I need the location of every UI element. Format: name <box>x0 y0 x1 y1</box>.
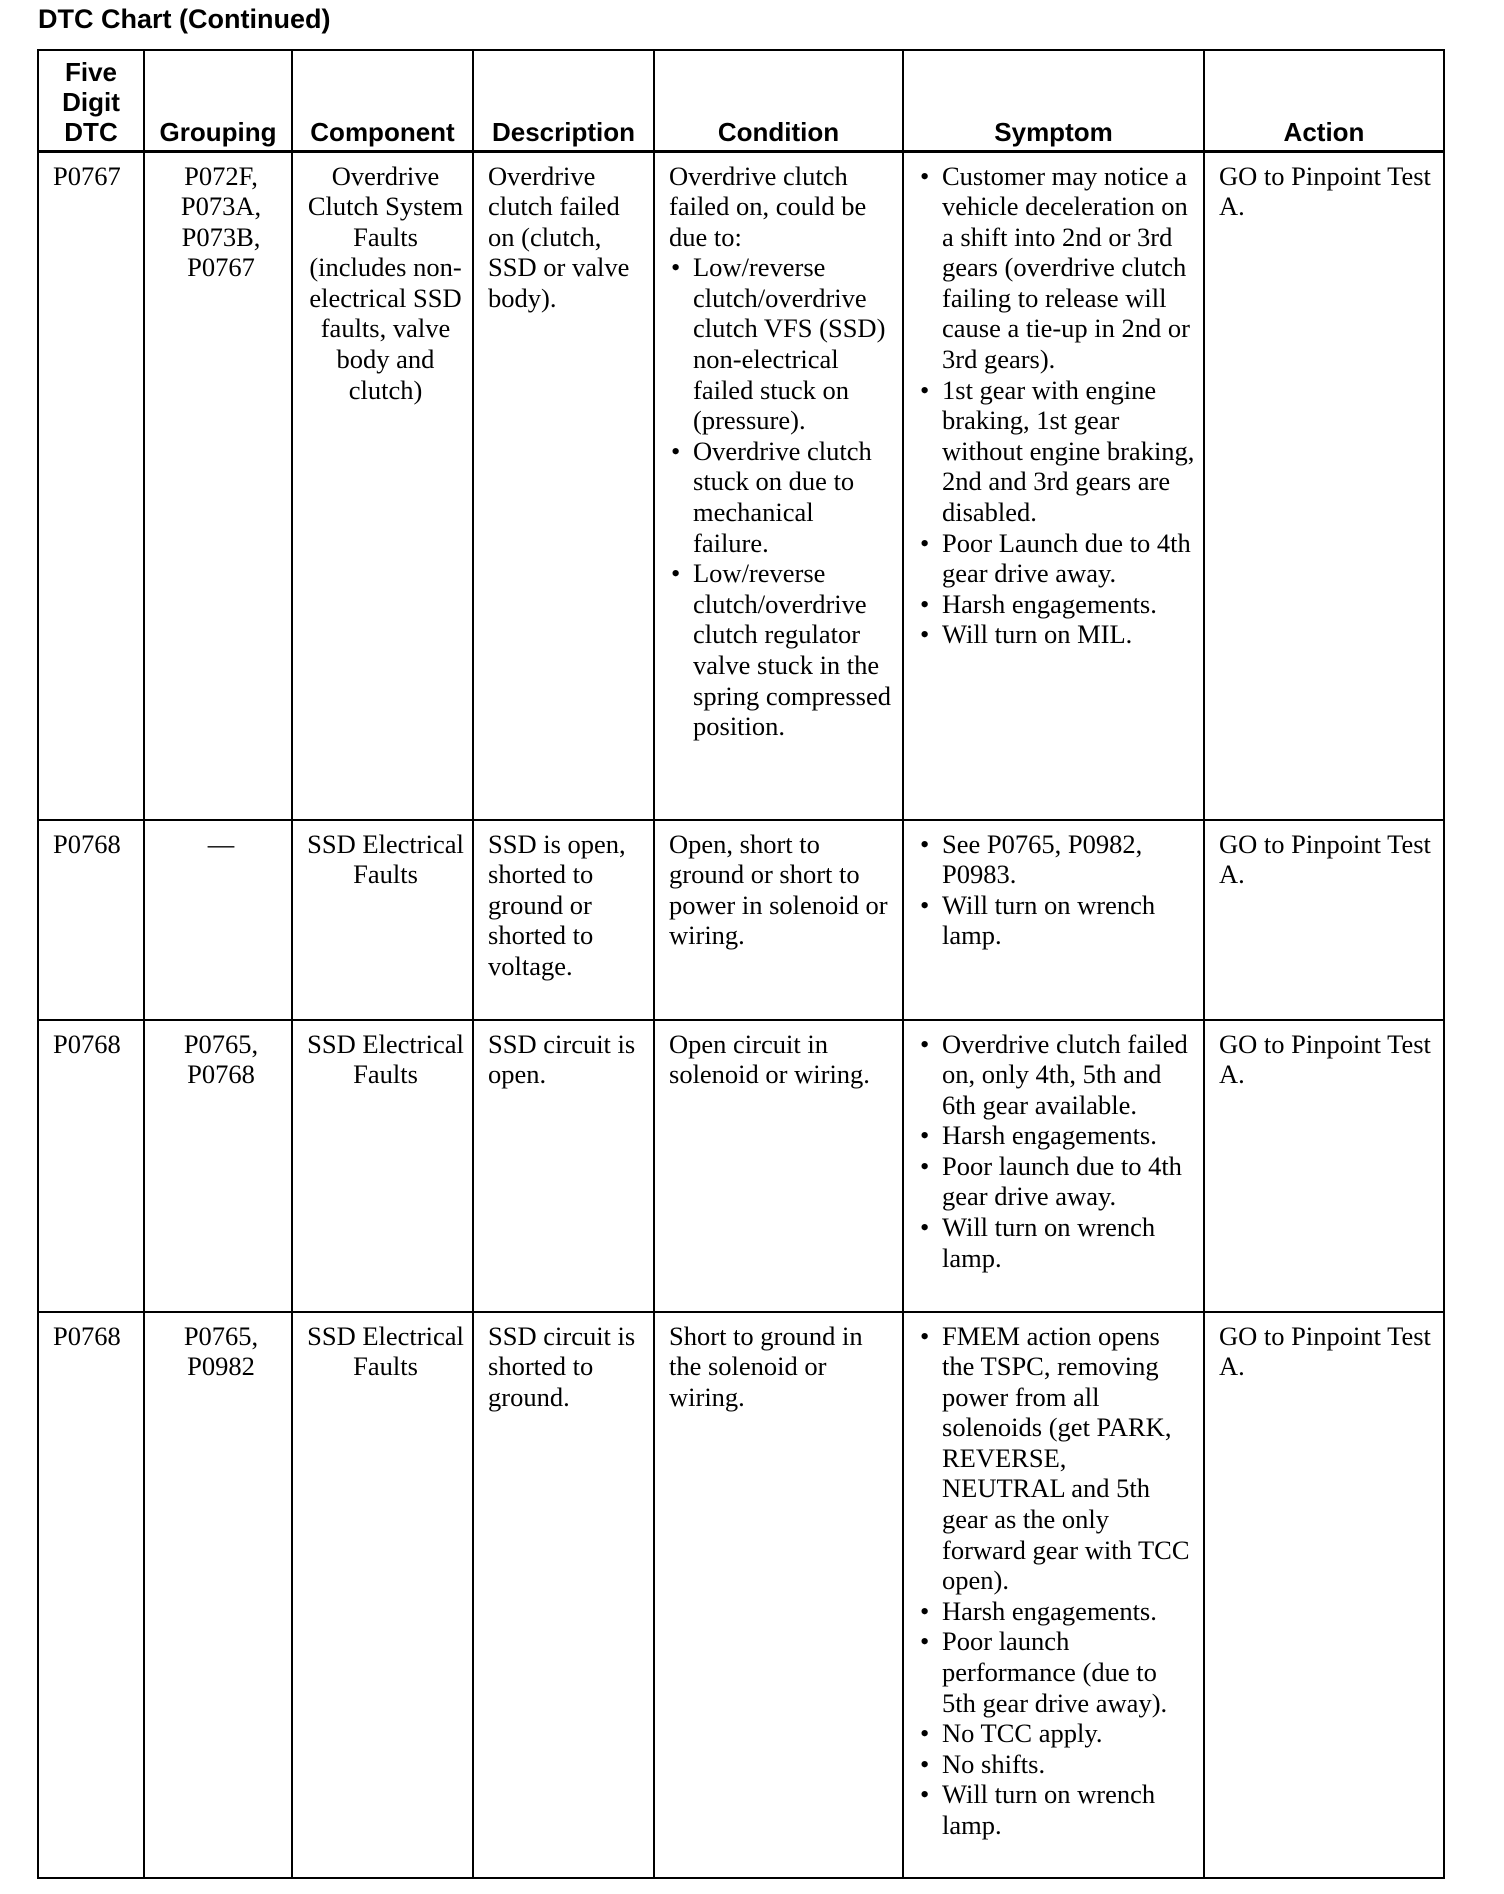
symptom-item: • Customer may notice a vehicle deceleration on a shift into 2nd or 3rd gears (overdrive clutch failing to release will cause a tie-up in 2nd or 3rd gears). <box>918 161 1195 375</box>
table-row <box>38 820 1444 1020</box>
action-cell: GO to Pinpoint Test A. <box>1204 820 1444 1020</box>
header-grouping: Grouping <box>144 50 292 151</box>
description-cell: Overdrive clutch failed on (clutch, SSD or valve body). <box>473 151 654 820</box>
condition-item: • Overdrive clutch stuck on due to mechanical failure. <box>669 436 894 558</box>
condition-item: • Low/reverse clutch/overdrive clutch regulator valve stuck in the spring compressed position. <box>669 558 894 742</box>
condition-cell <box>654 151 903 820</box>
symptom-item: • Poor launch performance (due to 5th gear drive away). <box>918 1626 1195 1718</box>
symptom-item: • Poor Launch due to 4th gear drive away. <box>918 528 1195 589</box>
grouping-cell: P0765, P0982 <box>144 1312 292 1878</box>
symptom-item: • Will turn on wrench lamp. <box>918 1212 1195 1273</box>
action-cell: GO to Pinpoint Test A. <box>1204 151 1444 820</box>
symptom-list <box>918 1321 1195 1841</box>
table-row <box>38 1020 1444 1312</box>
header-condition: Condition <box>654 50 903 151</box>
symptom-item: • See P0765, P0982, P0983. <box>918 829 1195 890</box>
symptom-item: • Poor launch due to 4th gear drive away. <box>918 1151 1195 1212</box>
header-action: Action <box>1204 50 1444 151</box>
header-description: Description <box>473 50 654 151</box>
symptom-list <box>918 829 1195 951</box>
condition-intro: Overdrive clutch failed on, could be due to: <box>669 160 867 252</box>
symptom-item: • No TCC apply. <box>918 1718 1195 1749</box>
condition-intro: Short to ground in the solenoid or wiring. <box>669 1320 863 1412</box>
dtc-cell: P0768 <box>38 1312 144 1878</box>
symptom-item: • Harsh engagements. <box>918 1120 1195 1151</box>
dtc-cell: P0768 <box>38 820 144 1020</box>
symptom-item: • FMEM action opens the TSPC, removing power from all solenoids (get PARK, REVERSE, NEUTRAL and 5th gear as the only forward gear with TCC open). <box>918 1321 1195 1596</box>
condition-cell <box>654 820 903 1020</box>
grouping-cell: P0765, P0768 <box>144 1020 292 1312</box>
component-cell: SSD Electrical Faults <box>292 1020 473 1312</box>
symptom-list <box>918 1029 1195 1274</box>
symptom-item: • Harsh engagements. <box>918 589 1195 620</box>
table-row <box>38 1312 1444 1878</box>
symptom-item: • Will turn on wrench lamp. <box>918 1779 1195 1840</box>
header-five-digit-dtc <box>38 50 144 151</box>
condition-intro: Open, short to ground or short to power in solenoid or wiring. <box>669 828 888 951</box>
header-component: Component <box>292 50 473 151</box>
description-cell: SSD circuit is open. <box>473 1020 654 1312</box>
dtc-cell: P0767 <box>38 151 144 820</box>
header-symptom: Symptom <box>903 50 1204 151</box>
symptom-item: • 1st gear with engine braking, 1st gear without engine braking, 2nd and 3rd gears are disabled. <box>918 375 1195 528</box>
action-cell: GO to Pinpoint Test A. <box>1204 1312 1444 1878</box>
header-row <box>38 50 1444 151</box>
header-dtc-label: Five Digit DTC <box>62 56 120 147</box>
description-cell: SSD circuit is shorted to ground. <box>473 1312 654 1878</box>
symptom-item: • Will turn on MIL. <box>918 619 1195 650</box>
condition-list <box>669 252 894 742</box>
condition-cell <box>654 1020 903 1312</box>
grouping-cell: — <box>144 820 292 1020</box>
symptom-item: • No shifts. <box>918 1749 1195 1780</box>
condition-intro: Open circuit in solenoid or wiring. <box>669 1028 870 1090</box>
symptom-cell <box>903 1312 1204 1878</box>
condition-item: • Low/reverse clutch/overdrive clutch VFS (SSD) non-electrical failed stuck on (pressure). <box>669 252 894 436</box>
page-title: DTC Chart (Continued) <box>38 4 331 34</box>
description-cell: SSD is open, shorted to ground or shorted to voltage. <box>473 820 654 1020</box>
symptom-item: • Will turn on wrench lamp. <box>918 890 1195 951</box>
symptom-cell <box>903 820 1204 1020</box>
component-cell: SSD Electrical Faults <box>292 820 473 1020</box>
symptom-cell <box>903 1020 1204 1312</box>
dtc-cell: P0768 <box>38 1020 144 1312</box>
dtc-chart-table <box>37 49 1445 1879</box>
symptom-cell <box>903 151 1204 820</box>
component-cell: Overdrive Clutch System Faults (includes non-electrical SSD faults, valve body and clutch) <box>292 151 473 820</box>
condition-cell <box>654 1312 903 1878</box>
symptom-item: • Overdrive clutch failed on, only 4th, 5th and 6th gear available. <box>918 1029 1195 1121</box>
table-row <box>38 151 1444 820</box>
grouping-cell: P072F, P073A, P073B, P0767 <box>144 151 292 820</box>
action-cell: GO to Pinpoint Test A. <box>1204 1020 1444 1312</box>
symptom-list <box>918 161 1195 651</box>
component-cell: SSD Electrical Faults <box>292 1312 473 1878</box>
symptom-item: • Harsh engagements. <box>918 1596 1195 1627</box>
